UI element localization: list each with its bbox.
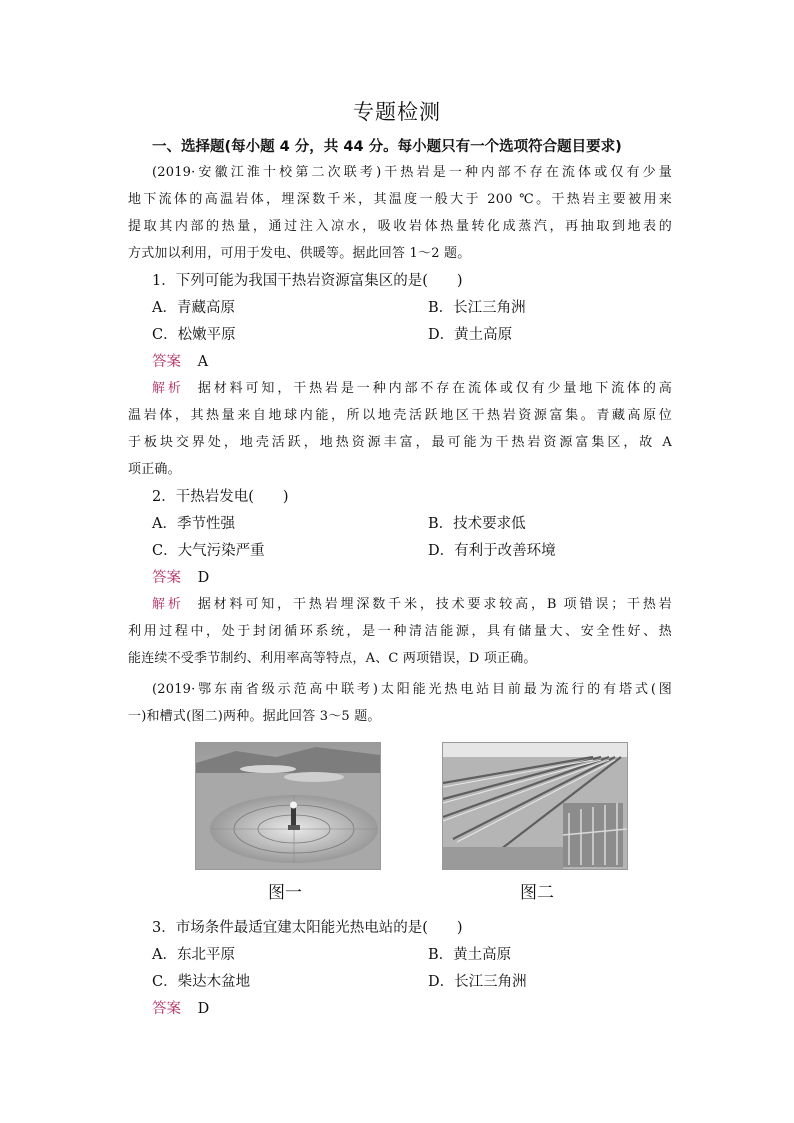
answer-value: D (197, 570, 210, 586)
q2-analysis-line2: 利用过程中，处于封闭循环系统，是一种清洁能源，具有储量大、安全性好、热 (128, 624, 672, 639)
answer-value: D (197, 1001, 210, 1017)
q1-option-d: D．黄土高原 (428, 327, 513, 343)
q1-option-c: C．松嫩平原 (152, 327, 236, 343)
answer-value: A (197, 354, 209, 370)
q2-option-a: A．季节性强 (152, 516, 235, 532)
q1-answer (152, 349, 208, 375)
figure1-caption: 图一 (268, 883, 302, 903)
q2-analysis-line1 (152, 592, 672, 618)
material1-line2: 地下流体的高温岩体，埋深数千米，其温度一般大于 200 ℃。干热岩主要被用来 (128, 192, 672, 207)
section-heading: 一、选择题(每小题 4 分，共 44 分。每小题只有一个选项符合题目要求) (152, 139, 622, 155)
material2-line2: 一)和槽式(图二)两种。据此回答 3～5 题。 (128, 709, 381, 724)
q3-stem: 3．市场条件最适宜建太阳能光热电站的是( ) (152, 920, 463, 936)
answer-label: 答案 (152, 570, 181, 586)
analysis-text: 据材料可知，干热岩是一种内部不存在流体或仅有少量地下流体的高 (197, 381, 672, 396)
q2-option-c: C．大气污染严重 (152, 543, 265, 559)
trough-solar-plant-image (443, 743, 627, 869)
figure2-photo (442, 742, 628, 870)
material1-line4: 方式加以利用，可用于发电、供暖等。据此回答 1～2 题。 (128, 246, 471, 261)
q1-analysis-line2: 温岩体，其热量来自地球内能，所以地壳活跃地区干热岩资源富集。青藏高原位 (128, 408, 672, 423)
q3-option-a: A．东北平原 (152, 947, 235, 963)
figure2-caption: 图二 (520, 883, 554, 903)
q2-option-b: B．技术要求低 (428, 516, 526, 532)
page-title: 专题检测 (353, 100, 441, 124)
material1-line1: (2019·安徽江淮十校第二次联考)干热岩是一种内部不存在流体或仅有少量 (152, 165, 672, 180)
q1-analysis-line3: 于板块交界处，地壳活跃，地热资源丰富，最可能为干热岩资源富集区，故 A (128, 435, 672, 450)
figure1-photo (195, 742, 381, 870)
q3-option-b: B．黄土高原 (428, 947, 512, 963)
q1-option-b: B．长江三角洲 (428, 300, 526, 316)
q1-analysis-line4: 项正确。 (128, 462, 181, 477)
q1-analysis-line1 (152, 376, 672, 402)
q3-option-c: C．柴达木盆地 (152, 974, 251, 990)
q2-analysis-line3: 能连续不受季节制约、利用率高等特点，A、C 两项错误，D 项正确。 (128, 651, 537, 666)
analysis-label: 解析 (152, 597, 184, 612)
analysis-label: 解析 (152, 381, 184, 396)
q1-option-a: A．青藏高原 (152, 300, 235, 316)
tower-solar-plant-image (196, 743, 380, 869)
q1-stem: 1．下列可能为我国干热岩资源富集区的是( ) (152, 273, 463, 289)
material2-line1: (2019·鄂东南省级示范高中联考)太阳能光热电站目前最为流行的有塔式(图 (152, 682, 672, 697)
material1-line3: 提取其内部的热量，通过注入凉水，吸收岩体热量转化成蒸汽，再抽取到地表的 (128, 219, 672, 234)
analysis-text: 据材料可知，干热岩埋深数千米，技术要求较高，B 项错误；干热岩 (197, 597, 672, 612)
q2-stem: 2．干热岩发电( ) (152, 489, 289, 505)
q3-option-d: D．长江三角洲 (428, 974, 527, 990)
answer-label: 答案 (152, 1001, 181, 1017)
q3-answer (152, 996, 209, 1022)
q2-option-d: D．有利于改善环境 (428, 543, 556, 559)
answer-label: 答案 (152, 354, 181, 370)
q2-answer (152, 565, 209, 591)
